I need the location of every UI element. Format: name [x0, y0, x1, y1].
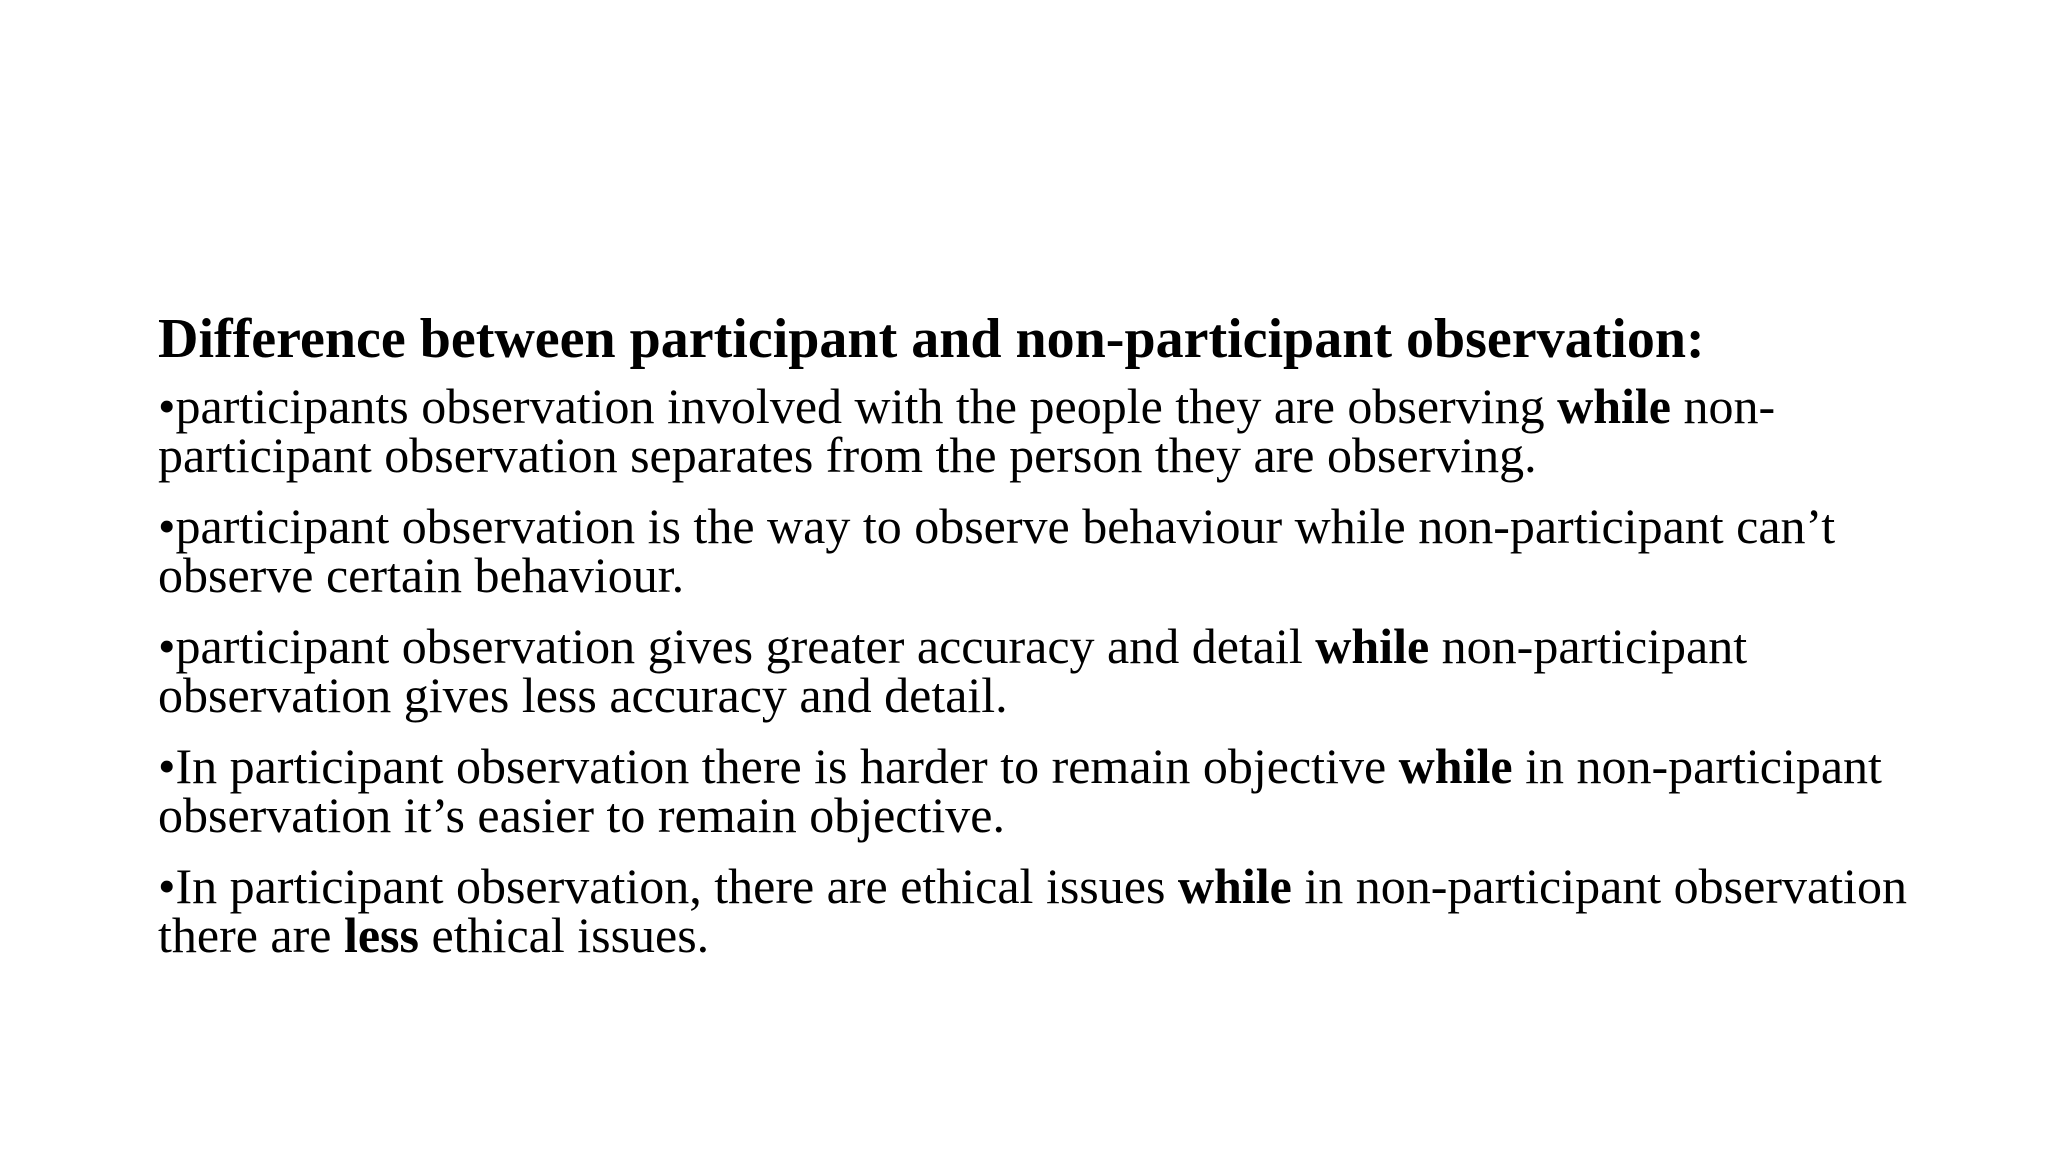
- bullet-text: ethical issues.: [418, 907, 710, 963]
- bullet-marker: •: [158, 858, 176, 914]
- bullet-marker: •: [158, 618, 176, 674]
- slide-content: [158, 306, 1918, 982]
- bullet-text: participant observation gives greater accuracy and detail: [175, 618, 1316, 674]
- bullet-text-bold: while: [1315, 618, 1430, 674]
- bullet-marker: •: [158, 378, 176, 434]
- bullet-text-bold: less: [343, 907, 419, 963]
- bullet-text: participants observation involved with the people they are observing: [175, 378, 1558, 434]
- bullet-item: [158, 618, 1918, 723]
- bullet-text-bold: while: [1398, 738, 1513, 794]
- bullet-item: [158, 858, 1918, 963]
- bullet-marker: •: [158, 498, 176, 554]
- bullet-text: In participant observation there is harder to remain objective: [175, 738, 1399, 794]
- bullet-item: [158, 378, 1918, 483]
- bullet-text: in non-participant observation there are: [158, 858, 1907, 963]
- bullet-text: In participant observation, there are ethical issues: [175, 858, 1178, 914]
- slide-title: Difference between participant and non-participant observation:: [158, 308, 1705, 370]
- bullet-text-bold: while: [1557, 378, 1671, 434]
- bullet-marker: •: [158, 738, 176, 794]
- bullet-item: [158, 738, 1918, 843]
- bullet-text-bold: while: [1177, 858, 1292, 914]
- bullet-text: in non-participant observation it’s easier to remain objective.: [158, 738, 1882, 843]
- bullet-item: [158, 498, 1918, 603]
- bullet-text: non-participant observation gives less accuracy and detail.: [158, 618, 1748, 723]
- bullet-text: non-participant observation separates from the person they are observing.: [158, 378, 1776, 483]
- bullet-text: participant observation is the way to observe behaviour while non-participant can’t observe certain behaviour.: [158, 498, 1836, 603]
- bullet-list: [158, 378, 1918, 963]
